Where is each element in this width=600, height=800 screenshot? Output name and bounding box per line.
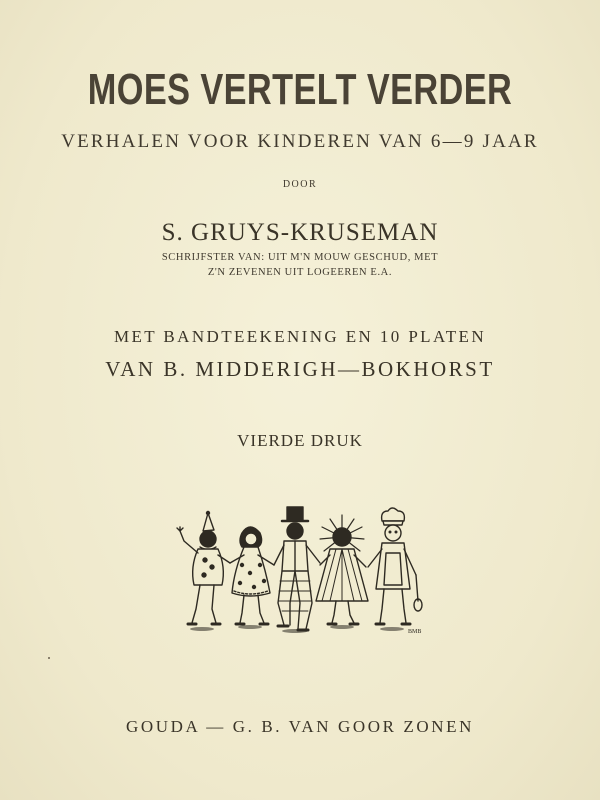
- top-hat-child-figure: [274, 507, 320, 630]
- chef-child-figure: [368, 508, 422, 624]
- paper-speck: [48, 657, 50, 659]
- publisher-imprint: GOUDA — G. B. VAN GOOR ZONEN: [126, 717, 474, 736]
- girl-child-figure: [230, 527, 274, 624]
- svg-text:BMB: BMB: [408, 629, 422, 635]
- illustrations-credit-line-2: VAN B. MIDDERIGH—BOKHORST: [105, 357, 495, 381]
- by-label: DOOR: [282, 179, 318, 190]
- other-works-line-1: SCHRIJFSTER VAN: UIT M'N MOUW GESCHUD, MET: [161, 252, 439, 263]
- book-title: MOES VERTELT VERDER: [87, 65, 513, 114]
- illustrations-credit-line-1: MET BANDTEEKENING EN 10 PLATEN: [114, 327, 486, 346]
- pierrot-child-figure: [177, 512, 230, 625]
- dancing-children-illustration: [170, 505, 430, 640]
- sunflower-child-figure: [316, 515, 368, 624]
- edition-label: VIERDE DRUK: [237, 431, 363, 450]
- book-subtitle: VERHALEN VOOR KINDEREN VAN 6—9 JAAR: [61, 131, 539, 152]
- other-works-line-2: Z'N ZEVENEN UIT LOGEEREN E.A.: [207, 267, 393, 278]
- author-name: S. GRUYS-KRUSEMAN: [161, 219, 439, 246]
